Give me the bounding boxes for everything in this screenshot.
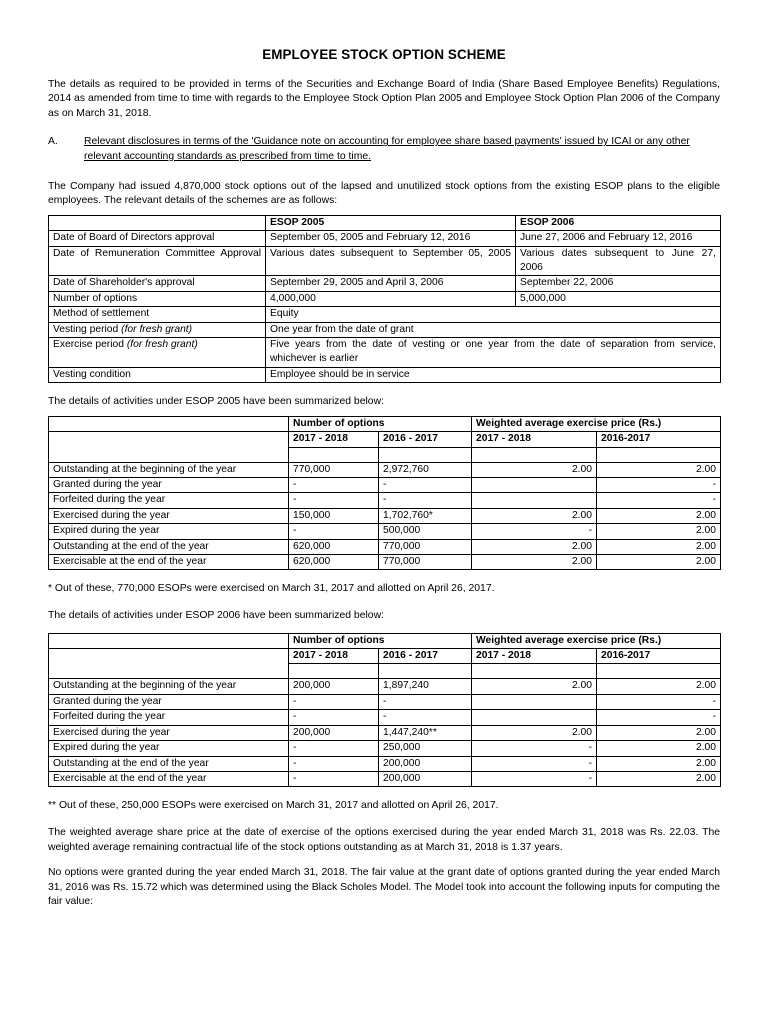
cell-price-2017: 2.00 [597,462,721,477]
esop2006-activity-table [48,633,721,788]
cell-esop2005: September 29, 2005 and April 3, 2006 [266,276,516,291]
row-label: Granted during the year [49,694,289,709]
year-header: 2017 - 2018 [472,649,597,664]
year-header: 2016 - 2017 [379,432,472,447]
blank-cell [472,664,597,679]
scheme-header-esop2006: ESOP 2006 [516,215,721,230]
row-label: Date of Board of Directors approval [49,231,266,246]
row-label: Outstanding at the beginning of the year [49,679,289,694]
blank-cell [379,447,472,462]
row-label: Date of Shareholder's approval [49,276,266,291]
cell-price-2017: 2.00 [597,756,721,771]
row-label: Date of Remuneration Committee Approval [49,246,266,276]
cell-esop2006: 5,000,000 [516,291,721,306]
cell-price-2018: 2.00 [472,508,597,523]
blank-cell [597,447,721,462]
cell-options-2018: 620,000 [289,555,379,570]
blank-cell [49,649,289,679]
intro-paragraph: The details as required to be provided in terms of the Securities and Exchange Board of India (Share Based Employee Benefits) Regulations, 2014 as amended from time to time with regards to the Employee Stock Option Plan 2005 and Employee Stock Option Plan 2006 of the Company as on March 31, 2018. [48,78,720,119]
group-header-row [49,416,721,431]
esop2005-activity-table [48,416,721,571]
cell-price-2018 [472,694,597,709]
row-label: Vesting condition [49,367,266,382]
scheme-header-row [49,215,721,230]
row-label: Exercised during the year [49,725,289,740]
row-label-note: (for fresh grant) [121,323,193,335]
cell-options-2017: 200,000 [379,756,472,771]
cell-esop2005: Various dates subsequent to September 05, 2005 [266,246,516,276]
table-row [49,694,721,709]
cell-options-2018: - [289,771,379,786]
cell-options-2017: 200,000 [379,771,472,786]
table-row [49,555,721,570]
cell-price-2018 [472,493,597,508]
section-a-line2: relevant accounting standards as prescribed from time to time. [84,150,372,162]
cell-esop2006: Various dates subsequent to June 27, 2006 [516,246,721,276]
row-label [49,322,266,337]
row-label: Exercisable at the end of the year [49,771,289,786]
table-row [49,725,721,740]
table-row [49,710,721,725]
year-header: 2017 - 2018 [289,649,379,664]
cell-merged: Five years from the date of vesting or one year from the date of separation from service, whichever is earlier [266,338,721,368]
cell-options-2017: - [379,694,472,709]
cell-price-2017: 2.00 [597,725,721,740]
cell-price-2017: 2.00 [597,524,721,539]
row-label: Expired during the year [49,524,289,539]
cell-price-2018: 2.00 [472,555,597,570]
table-row [49,756,721,771]
section-a-number: A. [48,136,58,148]
row-label: Number of options [49,291,266,306]
cell-options-2018: - [289,524,379,539]
row-label: Outstanding at the end of the year [49,756,289,771]
esop2005-footnote: * Out of these, 770,000 ESOPs were exercised on March 31, 2017 and allotted on April 26, 2017. [48,583,495,595]
cell-options-2017: - [379,493,472,508]
price-group-header: Weighted average exercise price (Rs.) [472,416,721,431]
section-a [48,135,720,164]
price-group-header: Weighted average exercise price (Rs.) [472,633,721,648]
table-row [49,246,721,276]
cell-price-2017: 2.00 [597,555,721,570]
row-label: Exercisable at the end of the year [49,555,289,570]
table-row [49,276,721,291]
cell-options-2018: - [289,478,379,493]
section-a-heading [84,135,690,164]
options-group-header: Number of options [289,633,472,648]
cell-price-2017: - [597,478,721,493]
cell-options-2018: 200,000 [289,725,379,740]
row-label [49,338,266,368]
blank-cell [289,447,379,462]
cell-esop2005: 4,000,000 [266,291,516,306]
cell-price-2018: - [472,741,597,756]
scheme-details-table [48,215,721,383]
table-row [49,508,721,523]
cell-options-2018: 150,000 [289,508,379,523]
cell-price-2017: 2.00 [597,771,721,786]
esop2006-lead: The details of activities under ESOP 2006 have been summarized below: [48,610,384,622]
row-label: Exercised during the year [49,508,289,523]
cell-options-2017: 1,447,240** [379,725,472,740]
table-row [49,679,721,694]
cell-price-2018: - [472,756,597,771]
cell-esop2006: September 22, 2006 [516,276,721,291]
cell-price-2017: - [597,694,721,709]
esop2005-lead: The details of activities under ESOP 2005 have been summarized below: [48,396,384,408]
cell-esop2006: June 27, 2006 and February 12, 2016 [516,231,721,246]
cell-price-2017: 2.00 [597,508,721,523]
cell-merged: Employee should be in service [266,367,721,382]
cell-merged: Equity [266,307,721,322]
cell-options-2017: 770,000 [379,555,472,570]
cell-price-2017: - [597,493,721,508]
year-header-row [49,432,721,447]
row-label: Forfeited during the year [49,710,289,725]
scheme-header-esop2005: ESOP 2005 [266,215,516,230]
year-header: 2017 - 2018 [472,432,597,447]
blank-cell [472,447,597,462]
row-label: Method of settlement [49,307,266,322]
cell-options-2017: 770,000 [379,539,472,554]
table-row [49,771,721,786]
year-header: 2016-2017 [597,432,721,447]
cell-price-2018: 2.00 [472,725,597,740]
page-title: EMPLOYEE STOCK OPTION SCHEME [262,47,506,62]
cell-options-2017: 1,897,240 [379,679,472,694]
cell-merged: One year from the date of grant [266,322,721,337]
row-label: Outstanding at the end of the year [49,539,289,554]
cell-price-2018: 2.00 [472,462,597,477]
weighted-average-paragraph: The weighted average share price at the date of exercise of the options exercised during the year ended March 31, 2018 was Rs. 22.03. The weighted average remaining contractual life of the stock options outstanding as at March 31, 2018 is 1.37 years. [48,826,720,853]
table-row [49,539,721,554]
cell-options-2018: 620,000 [289,539,379,554]
year-header: 2016 - 2017 [379,649,472,664]
cell-options-2017: 2,972,760 [379,462,472,477]
cell-options-2018: - [289,710,379,725]
row-label-note: (for fresh grant) [126,339,198,350]
blank-cell [289,664,379,679]
scheme-header-blank [49,215,266,230]
cell-options-2018: 770,000 [289,462,379,477]
blank-cell [597,664,721,679]
blank-cell [49,416,289,431]
cell-options-2017: 1,702,760* [379,508,472,523]
row-label: Expired during the year [49,741,289,756]
cell-price-2018: - [472,524,597,539]
cell-price-2018: 2.00 [472,539,597,554]
table-row [49,307,721,322]
table-row [49,231,721,246]
year-header: 2016-2017 [597,649,721,664]
row-label: Forfeited during the year [49,493,289,508]
cell-options-2018: - [289,694,379,709]
table-row [49,462,721,477]
cell-price-2017: - [597,710,721,725]
table-row [49,338,721,368]
cell-options-2018: 200,000 [289,679,379,694]
issued-paragraph: The Company had issued 4,870,000 stock options out of the lapsed and unutilized stock options from the existing ESOP plans to the eligible employees. The relevant details of the schemes are as follows: [48,180,720,207]
year-header-row [49,649,721,664]
cell-price-2018: 2.00 [472,679,597,694]
row-label: Outstanding at the beginning of the year [49,462,289,477]
blank-cell [379,664,472,679]
table-row [49,291,721,306]
cell-options-2017: 500,000 [379,524,472,539]
table-row [49,524,721,539]
row-label-text: Exercise period [53,339,124,350]
cell-options-2018: - [289,756,379,771]
table-row [49,741,721,756]
options-group-header: Number of options [289,416,472,431]
cell-esop2005: September 05, 2005 and February 12, 2016 [266,231,516,246]
table-row [49,493,721,508]
table-row [49,367,721,382]
blank-cell [49,633,289,648]
cell-price-2017: 2.00 [597,539,721,554]
esop2006-footnote: ** Out of these, 250,000 ESOPs were exercised on March 31, 2017 and allotted on April 26, 2017. [48,800,499,812]
cell-options-2018: - [289,493,379,508]
cell-price-2017: 2.00 [597,679,721,694]
row-label-text: Vesting period [53,323,119,335]
cell-options-2017: - [379,478,472,493]
year-header: 2017 - 2018 [289,432,379,447]
fair-value-paragraph: No options were granted during the year ended March 31, 2018. The fair value at the grant date of options granted during the year ended March 31, 2016 was Rs. 15.72 which was determined using the Black Scholes Model. The Model took into account the following inputs for computing the fair value: [48,867,720,908]
section-a-line1: Relevant disclosures in terms of the 'Guidance note on accounting for employee share based payments' issued by ICAI or any other [84,136,690,148]
cell-options-2017: - [379,710,472,725]
group-header-row [49,633,721,648]
row-label: Granted during the year [49,478,289,493]
cell-price-2018: - [472,771,597,786]
table-row [49,322,721,337]
cell-options-2017: 250,000 [379,741,472,756]
cell-price-2018 [472,710,597,725]
cell-price-2017: 2.00 [597,741,721,756]
blank-cell [49,432,289,462]
table-row [49,478,721,493]
cell-price-2018 [472,478,597,493]
cell-options-2018: - [289,741,379,756]
